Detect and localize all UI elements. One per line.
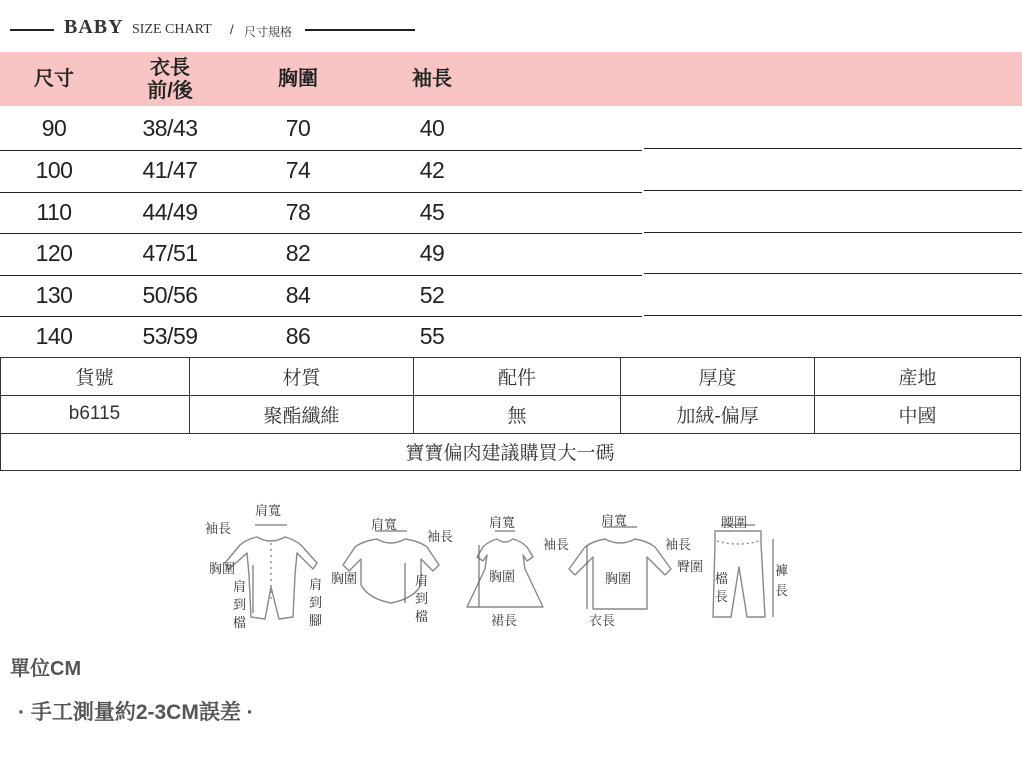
- label-crotch-1: 檔: [715, 572, 729, 587]
- table-row: [0, 275, 1022, 316]
- label-waist: 腰圍: [721, 516, 748, 531]
- cell-chest: 84: [285, 282, 311, 308]
- cell-sleeve: 52: [419, 282, 445, 308]
- row-divider: [0, 316, 642, 317]
- cell-length: 47/51: [142, 240, 198, 266]
- table-row: [0, 233, 1022, 274]
- label-shoulder-width: 肩寬: [489, 516, 516, 531]
- cell-length: 41/47: [142, 157, 198, 183]
- label-chest: 胸圍: [489, 570, 516, 585]
- chart-title: [10, 14, 420, 44]
- label-shoulder-to-foot-3: 腳: [309, 614, 323, 629]
- label-shoulder-to-foot-2: 到: [309, 596, 323, 611]
- label-chest: 胸圍: [209, 562, 236, 577]
- label-pants-length-2: 長: [775, 584, 789, 599]
- title-subtitle-cn: 尺寸規格: [244, 25, 293, 39]
- label-shoulder-to-crotch-1: 肩: [415, 574, 429, 589]
- cell-size: 110: [36, 199, 72, 225]
- label-skirt-length: 裙長: [491, 614, 518, 629]
- label-chest: 胸圍: [331, 572, 358, 587]
- cell-chest: 86: [285, 323, 311, 349]
- info-header-thickness: 厚度: [698, 367, 737, 389]
- cell-length: 50/56: [142, 282, 198, 308]
- label-crotch-2: 長: [715, 590, 729, 605]
- label-shoulder-to-crotch-2: 到: [233, 598, 247, 613]
- info-header-accessories: 配件: [497, 367, 536, 389]
- table-row: [0, 150, 1022, 191]
- info-value-item-no: b6115: [68, 403, 121, 424]
- info-value-accessories: 無: [507, 405, 527, 427]
- label-shoulder-to-crotch-3: 檔: [233, 616, 247, 631]
- measurement-error-note: · 手工測量約2-3CM誤差 ·: [18, 701, 254, 724]
- table-row: [0, 192, 1022, 233]
- info-header-material: 材質: [282, 367, 321, 389]
- label-shoulder-to-crotch-1: 肩: [233, 580, 247, 595]
- label-garment-length: 衣長: [589, 614, 616, 629]
- cell-chest: 70: [285, 115, 311, 141]
- title-separator: /: [230, 22, 234, 37]
- title-brand: BABY: [64, 16, 124, 38]
- cell-sleeve: 42: [419, 157, 445, 183]
- title-divider-right: [305, 29, 415, 31]
- label-shoulder-width: 肩寬: [601, 514, 628, 529]
- cell-size: 130: [35, 282, 73, 308]
- label-pants-length-1: 褲: [775, 564, 789, 579]
- cell-length: 44/49: [142, 199, 198, 225]
- row-divider: [0, 275, 642, 276]
- label-hip: 臀圍: [677, 560, 704, 575]
- title-subtitle: SIZE CHART: [132, 22, 212, 37]
- row-divider: [0, 192, 642, 193]
- header-chest: 胸圍: [278, 68, 318, 90]
- row-divider: [644, 148, 1022, 149]
- label-shoulder-width: 肩寬: [371, 518, 398, 533]
- table-row: [0, 316, 1022, 357]
- cell-size: 120: [35, 240, 73, 266]
- label-shoulder-to-foot-1: 肩: [309, 578, 323, 593]
- label-shoulder-to-crotch-2: 到: [415, 592, 429, 607]
- label-sleeve-length: 袖長: [543, 538, 570, 553]
- header-length: 衣長 前/後: [147, 57, 193, 102]
- cell-length: 38/43: [142, 115, 198, 141]
- table-row: [0, 108, 1022, 149]
- cell-length: 53/59: [142, 323, 198, 349]
- cell-sleeve: 45: [419, 199, 445, 225]
- row-divider: [644, 273, 1022, 274]
- measurement-diagrams: [195, 495, 805, 645]
- title-divider-left: [10, 29, 54, 31]
- size-table-header: [0, 52, 1022, 106]
- label-sleeve-length: 袖長: [205, 522, 232, 537]
- header-size: 尺寸: [34, 68, 74, 90]
- info-value-thickness: 加絨-偏厚: [676, 405, 759, 427]
- info-border-right: [1020, 357, 1021, 470]
- row-divider: [0, 233, 642, 234]
- cell-size: 140: [35, 323, 73, 349]
- sizing-advice: 寶寶偏肉建議購買大一碼: [405, 443, 615, 464]
- info-value-material: 聚酯纖維: [263, 405, 340, 427]
- row-divider: [0, 150, 642, 151]
- label-chest: 胸圍: [605, 572, 632, 587]
- info-header-item-no: 貨號: [75, 367, 114, 389]
- cell-size: 90: [41, 115, 67, 141]
- cell-size: 100: [35, 157, 73, 183]
- unit-note: 單位CM: [10, 658, 82, 680]
- label-shoulder-to-crotch-3: 檔: [415, 610, 429, 625]
- cell-sleeve: 49: [419, 240, 445, 266]
- label-sleeve-length: 袖長: [665, 538, 692, 553]
- info-border-bottom: [0, 470, 1021, 471]
- product-info-table: [0, 357, 1021, 471]
- cell-sleeve: 55: [419, 323, 445, 349]
- cell-chest: 74: [285, 157, 311, 183]
- label-sleeve-length: 袖長: [427, 530, 454, 545]
- row-divider: [644, 190, 1022, 191]
- info-header-origin: 產地: [898, 367, 937, 389]
- cell-sleeve: 40: [419, 115, 445, 141]
- cell-chest: 78: [285, 199, 311, 225]
- header-sleeve: 袖長: [412, 68, 452, 90]
- cell-chest: 82: [285, 240, 311, 266]
- label-shoulder-width: 肩寬: [255, 504, 282, 519]
- info-value-origin: 中國: [898, 405, 937, 427]
